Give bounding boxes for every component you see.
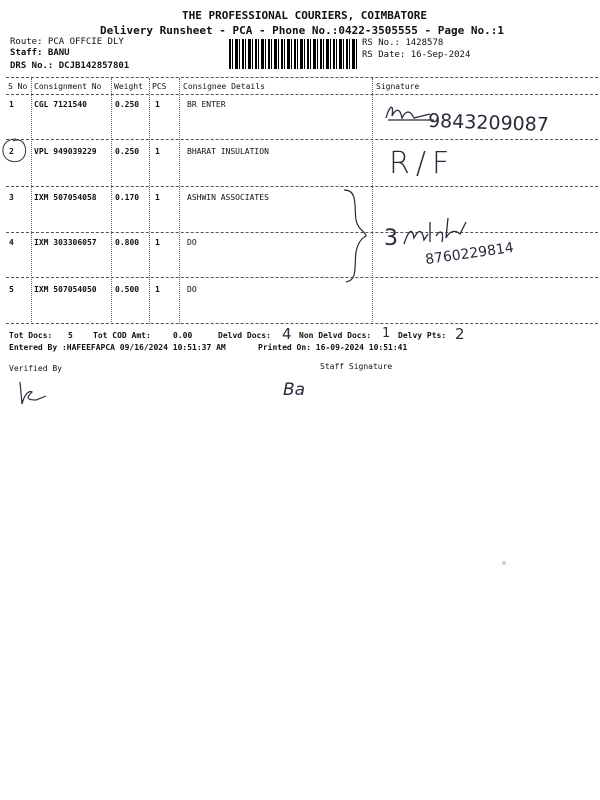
- handwritten-rf: R/F: [389, 146, 456, 181]
- row-divider: [6, 139, 598, 140]
- staff-label: Staff: BANU: [10, 48, 70, 58]
- divider: [6, 77, 598, 78]
- column-separator: [179, 78, 180, 324]
- row-sno: 4: [9, 238, 14, 247]
- entered-by: Entered By :HAFEEFAPCA 09/16/2024 10:51:37 AM: [9, 343, 226, 352]
- row-consignee: BHARAT INSULATION: [187, 147, 269, 156]
- verified-by-label: Verified By: [9, 364, 62, 373]
- row-weight: 0.250: [115, 100, 140, 109]
- verifier-signature: [14, 378, 54, 408]
- drs-number: DRS No.: DCJB142857801: [10, 61, 130, 71]
- delvd-label: Delvd Docs:: [218, 331, 271, 340]
- row-consignment: IXM 507054058: [34, 193, 97, 202]
- page-speck: [502, 561, 506, 565]
- rs-number: RS No.: 1428578: [362, 38, 444, 48]
- row-consignment: IXM 303306057: [34, 238, 97, 247]
- col-sno: S No: [8, 82, 28, 91]
- column-separator: [149, 78, 150, 324]
- col-consignment: Consignment No: [34, 82, 102, 91]
- row-pcs: 1: [155, 193, 160, 202]
- company-title: THE PROFESSIONAL COURIERS, COIMBATORE: [182, 9, 428, 22]
- row-divider: [6, 186, 598, 187]
- row-consignment: CGL 7121540: [34, 100, 87, 109]
- barcode: [229, 39, 359, 69]
- divider: [6, 323, 598, 324]
- row-divider: [6, 277, 598, 278]
- row-pcs: 1: [155, 238, 160, 247]
- handwritten-three: 3: [384, 226, 398, 251]
- row-consignee: DO: [187, 238, 197, 247]
- tot-docs-label: Tot Docs:: [9, 331, 53, 340]
- divider: [6, 94, 598, 95]
- col-consignee: Consignee Details: [183, 82, 265, 91]
- column-separator: [111, 78, 112, 324]
- handwritten-phone: 9843209087: [427, 109, 550, 137]
- circle-mark: [0, 136, 30, 166]
- row-consignee: ASHWIN ASSOCIATES: [187, 193, 269, 202]
- row-weight: 0.500: [115, 285, 140, 294]
- delvy-pts-label: Delvy Pts:: [398, 331, 447, 340]
- row-sno: 2: [9, 147, 14, 156]
- handwritten-phone: 8760229814: [424, 239, 515, 269]
- runsheet-title: Delivery Runsheet - PCA - Phone No.:0422-3505555 - Page No.:1: [100, 24, 504, 37]
- row-consignment: IXM 507054050: [34, 285, 97, 294]
- staff-signature-label: Staff Signature: [320, 362, 393, 371]
- route-label: Route: PCA OFFCIE DLY: [10, 37, 124, 47]
- row-weight: 0.250: [115, 147, 140, 156]
- brace-mark: [336, 186, 376, 286]
- handwritten-delvy-pts: 2: [455, 325, 465, 343]
- row-weight: 0.800: [115, 238, 140, 247]
- row-pcs: 1: [155, 285, 160, 294]
- row-weight: 0.170: [115, 193, 140, 202]
- row-consignee: DO: [187, 285, 197, 294]
- row-consignment: VPL 949039229: [34, 147, 97, 156]
- row-divider: [6, 232, 598, 233]
- cod-value: 0.00: [173, 331, 193, 340]
- row-consignee: BR ENTER: [187, 100, 226, 109]
- handwritten-non-delvd: 1: [382, 326, 391, 341]
- non-delvd-label: Non Delvd Docs:: [299, 331, 372, 340]
- printed-on: Printed On: 16-09-2024 10:51:41: [258, 343, 408, 352]
- tot-docs-value: 5: [68, 331, 73, 340]
- staff-signature-scribble: Ba: [283, 380, 306, 400]
- rs-date: RS Date: 16-Sep-2024: [362, 50, 471, 60]
- col-pcs: PCS: [152, 82, 167, 91]
- cod-label: Tot COD Amt:: [93, 331, 151, 340]
- row-pcs: 1: [155, 100, 160, 109]
- column-separator: [31, 78, 32, 324]
- col-weight: Weight: [114, 82, 143, 91]
- handwritten-delvd: 4: [282, 325, 292, 343]
- row-sno: 5: [9, 285, 14, 294]
- row-sno: 3: [9, 193, 14, 202]
- row-pcs: 1: [155, 147, 160, 156]
- col-signature: Signature: [376, 82, 420, 91]
- row-sno: 1: [9, 100, 14, 109]
